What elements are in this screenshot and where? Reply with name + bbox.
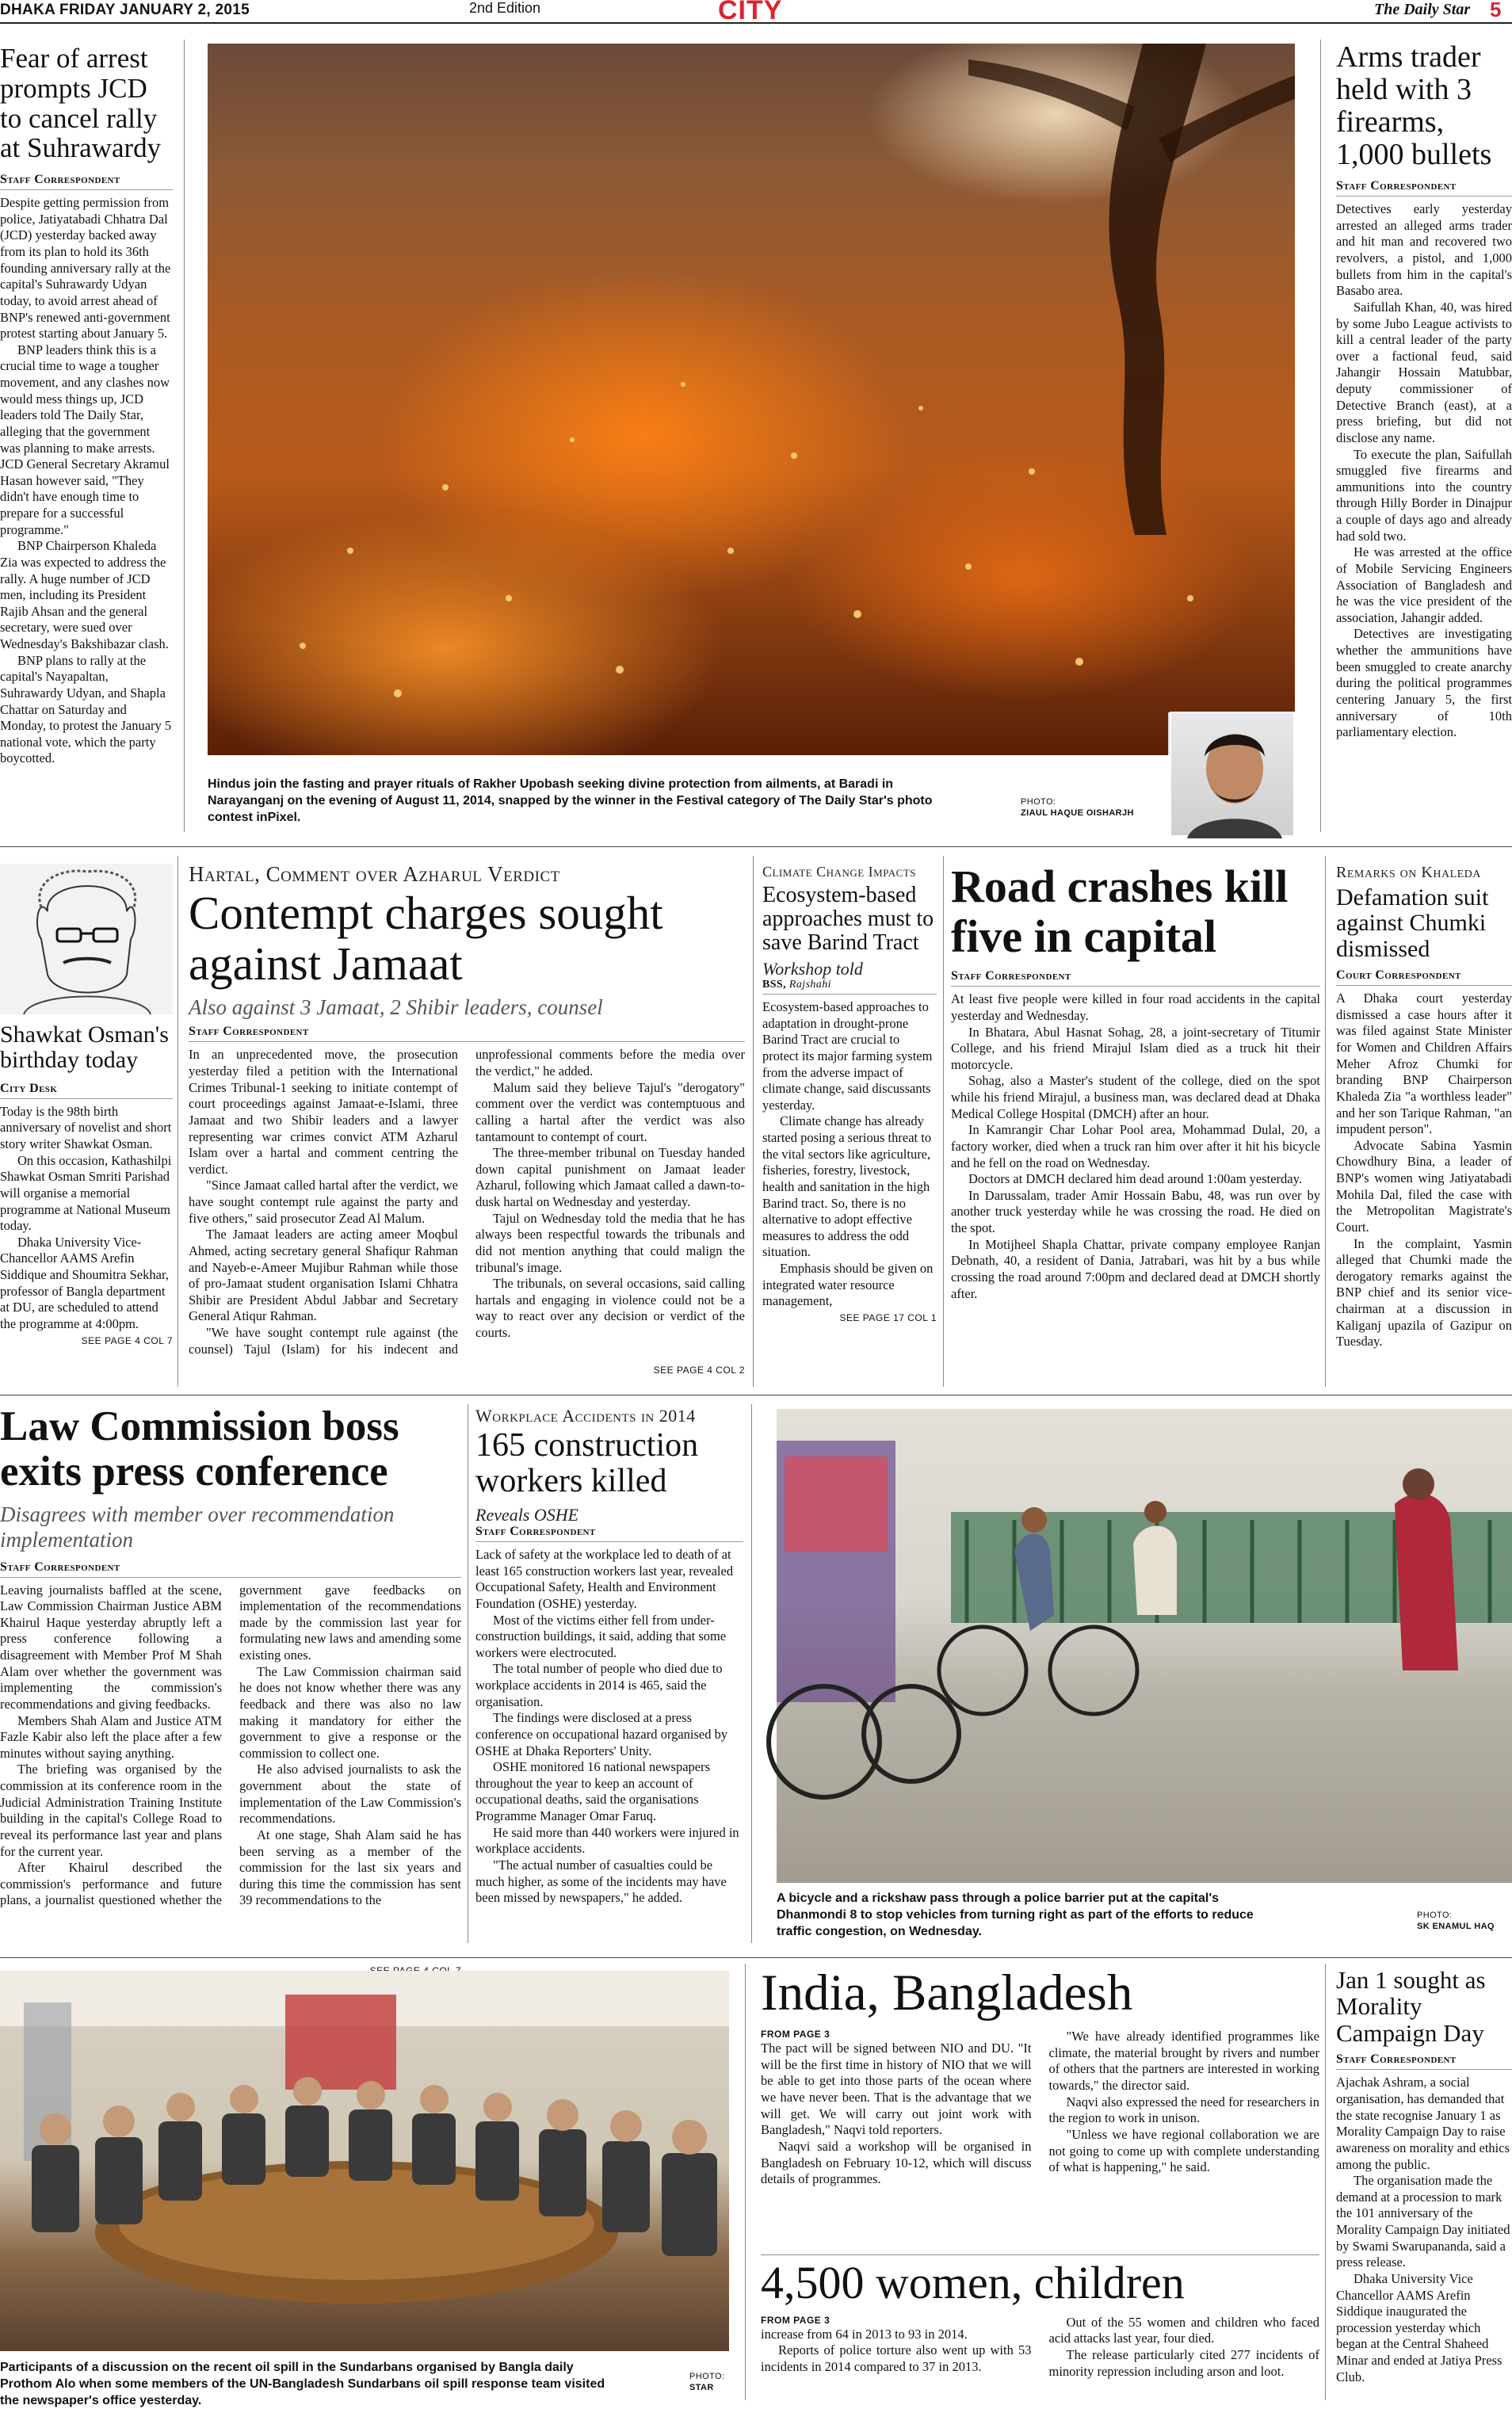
paragraph: The organisation made the demand at a procession to mark the 101 anniversary of the Morality Campaign Day initiated by Swami Swarupananda, said a press release. xyxy=(1336,2173,1510,2270)
jump-line: SEE PAGE 4 COL 7 xyxy=(81,1334,173,1346)
headline: Defamation suit against Chumki dismissed xyxy=(1336,884,1489,962)
photo-credit-label: PHOTO: xyxy=(689,2372,725,2381)
from-page: FROM PAGE 3 xyxy=(761,2029,830,2041)
paragraph: After Khairul described the commission's performance and future plans, a journalist questioned whether the government gave feedbacks on implementation of the recommendations made by the commission last year for formulating new laws and amending some existing ones. xyxy=(0,1582,461,1908)
paragraph: Malum said they believe Tajul's "derogatory" comment over the verdict was contemptuous and calling a hartal after the verdict was also tantamount to contempt of court. xyxy=(475,1079,745,1144)
story-roads xyxy=(951,862,1320,1385)
rickshaw-photo-caption xyxy=(777,1891,1284,1946)
paragraph: At one stage, Shah Alam said he has been serving as a member of the commission for the last six years and during this time the commission has sent 39 recommendations to the xyxy=(239,1827,461,1908)
paragraph: Climate change has already started posing a serious threat to the vital sectors like agriculture, fisheries, forestry, livestock, health and sanitation in the high Barind tract. So, there is no alternative to adopt effective measures to address the odd situation. xyxy=(762,1113,932,1260)
paragraph: BNP leaders think this is a crucial time to wage a tougher movement, and any clashes now would mess things up, JCD leaders told The Daily Star, alleging that the government was planning to make arrests. JCD General Secretary Akramul Hasan however said, "They didn't have enough time to prepare for a successful programme." xyxy=(0,342,170,537)
paragraph: Leaving journalists baffled at the scene, Law Commission Chairman Justice ABM Khairul Haque yesterday abruptly left a press conference following a disagreement with Member Prof M Shah Alam over whether the government was implementing the commission's recommendations and giving feedbacks. xyxy=(0,1582,222,1712)
row-rule xyxy=(0,846,1512,847)
paragraph: Tajul on Wednesday told the media that he has always been respectful towards the tribunals and did not mention anything that could malign the tribunal's image. xyxy=(475,1210,745,1275)
photographer-portrait xyxy=(1170,712,1295,837)
byline-block xyxy=(762,979,937,995)
column-rule xyxy=(1325,856,1326,1387)
paragraph: Saifullah Khan, 40, was hired by some Jubo League activists to kill a central leader of the party over a factional feud, said Jahangir Hossain Matubbar, deputy commissioner of Detective Branch (east), at a press briefing, but did not disclose any name. xyxy=(1336,299,1512,445)
paragraph: Doctors at DMCH declared him dead around 1:00am yesterday. xyxy=(968,1171,1302,1187)
story-osman xyxy=(0,1022,173,1383)
headline: Contempt charges sought against Jamaat xyxy=(189,887,663,990)
paragraph: Out of the 55 women and children who faced acid attacks last year, four died. xyxy=(1048,2314,1319,2346)
paragraph: The total number of people who died due to workplace accidents in 2014 is 465, said the organisation. xyxy=(475,1661,723,1709)
paragraph: In Darussalam, trader Amir Hossain Babu, 48, was run over by another truck yesterday while he was crossing the road. He died on the spot. xyxy=(951,1187,1320,1235)
story-morality xyxy=(1336,1967,1512,2400)
story-chumki xyxy=(1336,864,1512,1387)
paragraph: Ecosystem-based approaches to adaptation in drought-prone Barind Tract are crucial to protect its major farming system from the adverse impact of climate change, said discussants yesterday. xyxy=(762,999,933,1113)
byline: Staff Correspondent xyxy=(0,173,173,190)
row-rule xyxy=(0,1957,1512,1958)
story-india-bangladesh xyxy=(761,1965,1319,2286)
story-body xyxy=(761,2315,1319,2394)
festival-photo-art xyxy=(208,44,1295,755)
story-construction xyxy=(475,1406,743,1945)
kicker: Remarks on Khaleda xyxy=(1336,864,1481,881)
story-body xyxy=(0,1582,461,1963)
paragraph: Sohag, also a Master's student of the college, died on the spot while his friend Mirajul, a business man, was declared dead at Dhaka Medical College Hospital (DMCH) after an hour. xyxy=(951,1073,1320,1121)
column-rule xyxy=(943,856,944,1387)
story-body xyxy=(475,1547,743,1907)
paragraph: "Unless we have regional collaboration we are not going to come up with complete understanding of what is happening," he said. xyxy=(1048,2126,1319,2175)
paragraph: In Bhatara, Abul Hasnat Sohag, 28, a joint-secretary of Titumir College, and his friend Mirajul Islam died as a truck hit their motorcycle. xyxy=(951,1024,1320,1072)
portrait-art xyxy=(1171,713,1296,838)
headline: Arms trader held with 3 firearms, 1,000 bullets xyxy=(1336,40,1492,172)
paragraph: "Since Jamaat called hartal after the verdict, we have sought contempt rule against the party and five others," said prosecutor Zead Al Malum. xyxy=(189,1178,458,1226)
byline: Court Correspondent xyxy=(1336,968,1512,986)
paragraph: Today is the 98th birth anniversary of novelist and short story writer Shawkat Osman. xyxy=(0,1103,172,1152)
paragraph: Dhaka University Vice-Chancellor AAMS Arefin Siddique and Shoumitra Sekhar, professor of Bangla department at DU, are scheduled to attend the programme at 4:00pm. xyxy=(0,1234,169,1331)
paragraph: In Motijheel Shapla Chattar, private company employee Ranjan Debnath, 40, a resident of Dania, Jatrabari, was hit by a bus while crossing the road around 7:00pm and declared dead at DMCH shortly after. xyxy=(951,1236,1320,1301)
headline: 165 construction workers killed xyxy=(475,1427,699,1500)
paragraph: In the complaint, Yasmin alleged that Chumki made the derogatory remarks against the BNP chief and its senior vice-chairman at a discussion in Kaliganj upazila of Gazipur on Tuesday. xyxy=(1336,1235,1512,1350)
paragraph: Detectives are investigating whether the ammunitions have been smuggled to create anarchy during the political programmes centering January 5, the first anniversary of 10th parliamentary election. xyxy=(1336,626,1512,740)
story-body xyxy=(951,991,1320,1302)
jump-line: SEE PAGE 17 COL 1 xyxy=(839,1311,937,1323)
byline: BSS, xyxy=(762,979,787,991)
story-body xyxy=(1336,201,1512,741)
byline: Staff Correspondent xyxy=(189,1025,745,1042)
paragraph: increase from 64 in 2013 to 93 in 2014. xyxy=(761,2326,968,2342)
paragraph: He was arrested at the office of Mobile Servicing Engineers Association of Bangladesh and he was the vice president of the association, Jahangir added. xyxy=(1336,544,1512,625)
story-body xyxy=(1336,991,1512,1350)
festival-photo-caption xyxy=(208,777,968,834)
masthead xyxy=(0,0,1512,24)
paragraph: The Jamaat leaders are acting ameer Moqbul Ahmed, acting secretary general Shafiqur Rahman and Nayeb-e-Ameer Mujibur Rahman while those of pro-Jamaat student organisation Islami Chhatra Shibir are President Abdul Jabbar and Secretary General Atiqur Rahman. xyxy=(189,1227,458,1324)
column-rule xyxy=(1320,40,1321,832)
from-page: FROM PAGE 3 xyxy=(761,2314,830,2326)
column-rule xyxy=(745,1964,746,2400)
photo-caption: Participants of a discussion on the recent oil spill in the Sundarbans organised by Bangla daily Prothom Alo when some members of the UN-Bangladesh Sundarbans oil spill response team visited the newspaper's office yesterday. xyxy=(0,2361,605,2407)
story-jcd xyxy=(0,44,173,832)
paragraph: The tribunals, on several occasions, said calling hartals and engaging in violence could not be a way to react over any decision or verdict of the courts. xyxy=(475,1276,745,1341)
paragraph: Dhaka University Vice Chancellor AAMS Arefin Siddique inaugurated the procession yesterday which began at the Central Shaheed Minar and ended at Jatiya Press Club. xyxy=(1336,2270,1502,2384)
story-body xyxy=(0,195,173,767)
headline: Jan 1 sought as Morality Campaign Day xyxy=(1336,1966,1486,2047)
subhead: Reveals OSHE xyxy=(475,1504,579,1525)
story-barind xyxy=(762,864,937,1387)
masthead-page-number: 5 xyxy=(1490,0,1502,21)
paragraph: The release particularly cited 277 incidents of minority repression including arson and loot. xyxy=(1048,2346,1319,2379)
paragraph: The findings were disclosed at a press conference on occupational hazard organised by OSHE at Dhaka Reporters' Unity. xyxy=(475,1710,728,1758)
paragraph: In Kamrangir Char Lohar Pool area, Mohammad Dulal, 20, a factory worker, died when a truck ran him over after it hit his bicycle and he fell on the road on Wednesday. xyxy=(951,1122,1320,1170)
paragraph: Most of the victims either fell from under-construction buildings, it said, adding that some workers were electrocuted. xyxy=(475,1612,727,1660)
photo-credit: SK ENAMUL HAQ xyxy=(1417,1922,1495,1932)
rickshaw-photo-art xyxy=(777,1409,1512,1883)
meeting-photo-caption xyxy=(0,2360,626,2407)
paragraph: The three-member tribunal on Tuesday handed down capital punishment on Jamaat leader Azharul, following which Jamaat called a dawn-to-dusk hartal on Wednesday and yesterday. xyxy=(475,1145,745,1210)
story-body xyxy=(0,1104,173,1333)
paragraph: Emphasis should be given on integrated water resource management, xyxy=(762,1261,934,1309)
meeting-photo-credit xyxy=(689,2371,737,2398)
story-contempt xyxy=(189,862,745,1385)
paragraph: On this occasion, Kathashilpi Shawkat Osman Smriti Parishad will organise a memorial programme at National Museum today. xyxy=(0,1152,172,1234)
paragraph: The briefing was organised by the commission at its conference room in the Judicial Administration Training Institute building in the capital's College Road to reveal its performance last year and plans for the current year. xyxy=(0,1762,222,1859)
photo-credit: STAR xyxy=(689,2383,714,2393)
byline: Staff Correspondent xyxy=(951,969,1320,987)
shawkat-osman-portrait xyxy=(0,864,173,1014)
masthead-section: CITY xyxy=(718,0,783,25)
headline: India, Bangladesh xyxy=(761,1964,1133,2021)
byline: Staff Correspondent xyxy=(1336,2052,1512,2070)
column-rule xyxy=(751,1404,752,1943)
story-arms xyxy=(1336,41,1512,834)
byline: City Desk xyxy=(0,1082,173,1099)
story-body xyxy=(189,1047,745,1362)
headline: Shawkat Osman's birthday today xyxy=(0,1021,169,1074)
headline: 4,500 women, children xyxy=(761,2257,1185,2308)
paragraph: Reports of police torture also went up with 53 incidents in 2014 compared to 37 in 2013. xyxy=(761,2342,1032,2374)
subhead: Workshop told xyxy=(762,958,863,979)
story-law-commission xyxy=(0,1404,461,1949)
paragraph: Lack of safety at the workplace led to death of at least 165 construction workers last year, revealed Occupational Safety, Health and Environment Foundation (OSHE) yesterday. xyxy=(475,1547,734,1611)
paragraph: OSHE monitored 16 national newspapers throughout the year to keep an account of occupational deaths, said the organisations Programme Manager Omar Faruq. xyxy=(475,1759,711,1824)
story-body xyxy=(762,999,937,1310)
paragraph: In an unprecedented move, the prosecution yesterday filed a petition with the International Crimes Tribunal-1 seeking to initiate contempt of court proceedings against Jamaat-e-Islami, three Jamaat and two Shibir leaders and a lawyer representing war crimes convict ATM Azharul Islam over a hartal and comment centring the verdict. xyxy=(189,1047,458,1177)
paragraph: Naqvi also expressed the need for researchers in the region to work in unison. xyxy=(1048,2094,1319,2126)
masthead-paper: The Daily Star xyxy=(1374,1,1471,18)
festival-photo xyxy=(208,44,1295,755)
photo-credit-label: PHOTO: xyxy=(1021,797,1056,807)
story-body xyxy=(1336,2075,1512,2385)
column-rule xyxy=(753,856,754,1387)
headline: Law Commission boss exits press conference xyxy=(0,1403,399,1495)
paragraph: Despite getting permission from police, Jatiyatabadi Chhatra Dal (JCD) yesterday backed away from its plan to hold its 36th founding anniversary rally at the capital's Suhrawardy Udyan today, to avoid arrest ahead of BNP's renewed anti-government protest starting about January 5. xyxy=(0,195,171,342)
row-rule xyxy=(761,2254,1319,2255)
kicker: Climate Change Impacts xyxy=(762,864,916,880)
paragraph: "We have already identified programmes like climate, the material brought by rivers and number of others that the partners are interested in working towards," the director said. xyxy=(1048,2029,1319,2094)
byline: Staff Correspondent xyxy=(1336,179,1512,197)
paragraph: "The actual number of casualties could be much higher, as some of the incidents may have been missed by newspapers," he added. xyxy=(475,1857,727,1906)
headline: Fear of arrest prompts JCD to cancel rally at Suhrawardy xyxy=(0,43,162,164)
byline: Staff Correspondent xyxy=(0,1560,461,1578)
photo-caption: A bicycle and a rickshaw pass through a police barrier put at the capital's Dhanmondi 8 to stop vehicles from turning right as part of the efforts to reduce traffic congestion, on Wednesday. xyxy=(777,1892,1254,1938)
photo-caption: Hindus join the fasting and prayer rituals of Rakher Upobash seeking divine protection from ailments, at Baradi in Narayanganj on the evening of August 11, 2014, snapped by the winner in the Festival category of The Daily Star's photo contest inPixel. xyxy=(208,777,933,824)
column-rule xyxy=(184,40,185,832)
paragraph: "We have sought contempt rule against (the counsel) Tajul (Islam) for his indecent and unprofessional comments before the media over the verdict," he added. xyxy=(189,1047,745,1357)
headline: Ecosystem-based approaches must to save Barind Tract xyxy=(762,883,934,956)
meeting-photo-art xyxy=(0,1971,729,2351)
photo-credit: ZIAUL HAQUE OISHARJH xyxy=(1021,808,1134,819)
jump-line: SEE PAGE 4 COL 2 xyxy=(653,1365,745,1376)
subhead: Disagrees with member over recommendation implementation xyxy=(0,1502,395,1552)
paragraph: A Dhaka court yesterday dismissed a case hours after it was filed against State Minister for Women and Children Affairs Meher Afroz Chumki for branding BNP Chairperson Khaleda Zia "a worthless leader" and her son Tarique Rahman, "an impudent person". xyxy=(1336,991,1512,1137)
meeting-photo xyxy=(0,1971,729,2351)
byline: Staff Correspondent xyxy=(475,1525,743,1542)
paragraph: Detectives early yesterday arrested an alleged arms trader and hit man and recovered two revolvers, a pistol, and 1,000 bullets from him in the capital's Basabo area. xyxy=(1336,201,1512,299)
paragraph: Ajachak Ashram, a social organisation, has demanded that the state recognise January 1 as Morality Campaign Day to raise awareness on morality and ethics among the public. xyxy=(1336,2075,1510,2172)
story-women-children xyxy=(761,2258,1319,2400)
photo-credit-label: PHOTO: xyxy=(1417,1911,1453,1920)
osman-sketch xyxy=(0,864,173,1014)
rickshaw-photo-credit xyxy=(1417,1910,1512,1941)
rickshaw-photo xyxy=(777,1409,1512,1883)
column-rule xyxy=(1325,1964,1326,2400)
paragraph: At least five people were killed in four road accidents in the capital yesterday and Wednesday. xyxy=(951,991,1320,1023)
paragraph: Naqvi said a workshop will be organised in Bangladesh on February 10-12, which will discuss details of programmes. xyxy=(761,2138,1032,2187)
masthead-edition: 2nd Edition xyxy=(469,0,541,16)
paragraph: The pact will be signed between NIO and DU. "It will be the first time in history of NIO that we will be able to get into those parts of the ocean where we have never been. That is the advantage that we will get. We will carry out joint work with Bangladesh," Naqvi told reporters. xyxy=(761,2041,1032,2138)
festival-photo-credit xyxy=(1021,796,1163,828)
headline: Road crashes kill five in capital xyxy=(951,861,1289,962)
subhead: Also against 3 Jamaat, 2 Shibir leaders, counsel xyxy=(189,995,603,1020)
paragraph: Members Shah Alam and Justice ATM Fazle Kabir also left the place after a few minutes without saying anything. xyxy=(0,1712,222,1761)
kicker: Hartal, Comment over Azharul Verdict xyxy=(189,862,560,886)
paragraph: He said more than 440 workers were injured in workplace accidents. xyxy=(475,1824,739,1857)
paragraph: BNP plans to rally at the capital's Nayapaltan, Suhrawardy Udyan, and Shapla Chattar on Saturday and Monday, to protest the January 5 national vote, which the party boycotted. xyxy=(0,652,172,766)
paragraph: Advocate Sabina Yasmin Chowdhury Bina, a leader of BNP's women wing Jatiyatabadi Mohila Dal, filed the case with the Metropolitan Magistrate's Court. xyxy=(1336,1137,1512,1235)
paragraph: BNP Chairperson Khaleda Zia was expected to address the rally. A huge number of JCD men, including its President Rajib Ahsan and the general secretary, were sued over Wednesday's Bakshibazar clash. xyxy=(0,538,169,652)
masthead-dateline: DHAKA FRIDAY JANUARY 2, 2015 xyxy=(0,2,250,18)
paragraph: To execute the plan, Saifullah smuggled five firearms and ammunitions into the country through Hilly Border in Dinajpur a couple of days ago and already had sold two. xyxy=(1336,446,1512,544)
story-body xyxy=(761,2029,1319,2274)
paragraph: He also advised journalists to ask the government about the state of implementation of the Law Commission's recommendations. xyxy=(239,1762,461,1827)
paragraph: The Law Commission chairman said he does not know whether there was any feedback and there was also no law making it mandatory for either the government to give a response or the commission to collect one. xyxy=(239,1663,461,1761)
dateline: Rajshahi xyxy=(788,979,831,991)
kicker: Workplace Accidents in 2014 xyxy=(475,1406,696,1426)
